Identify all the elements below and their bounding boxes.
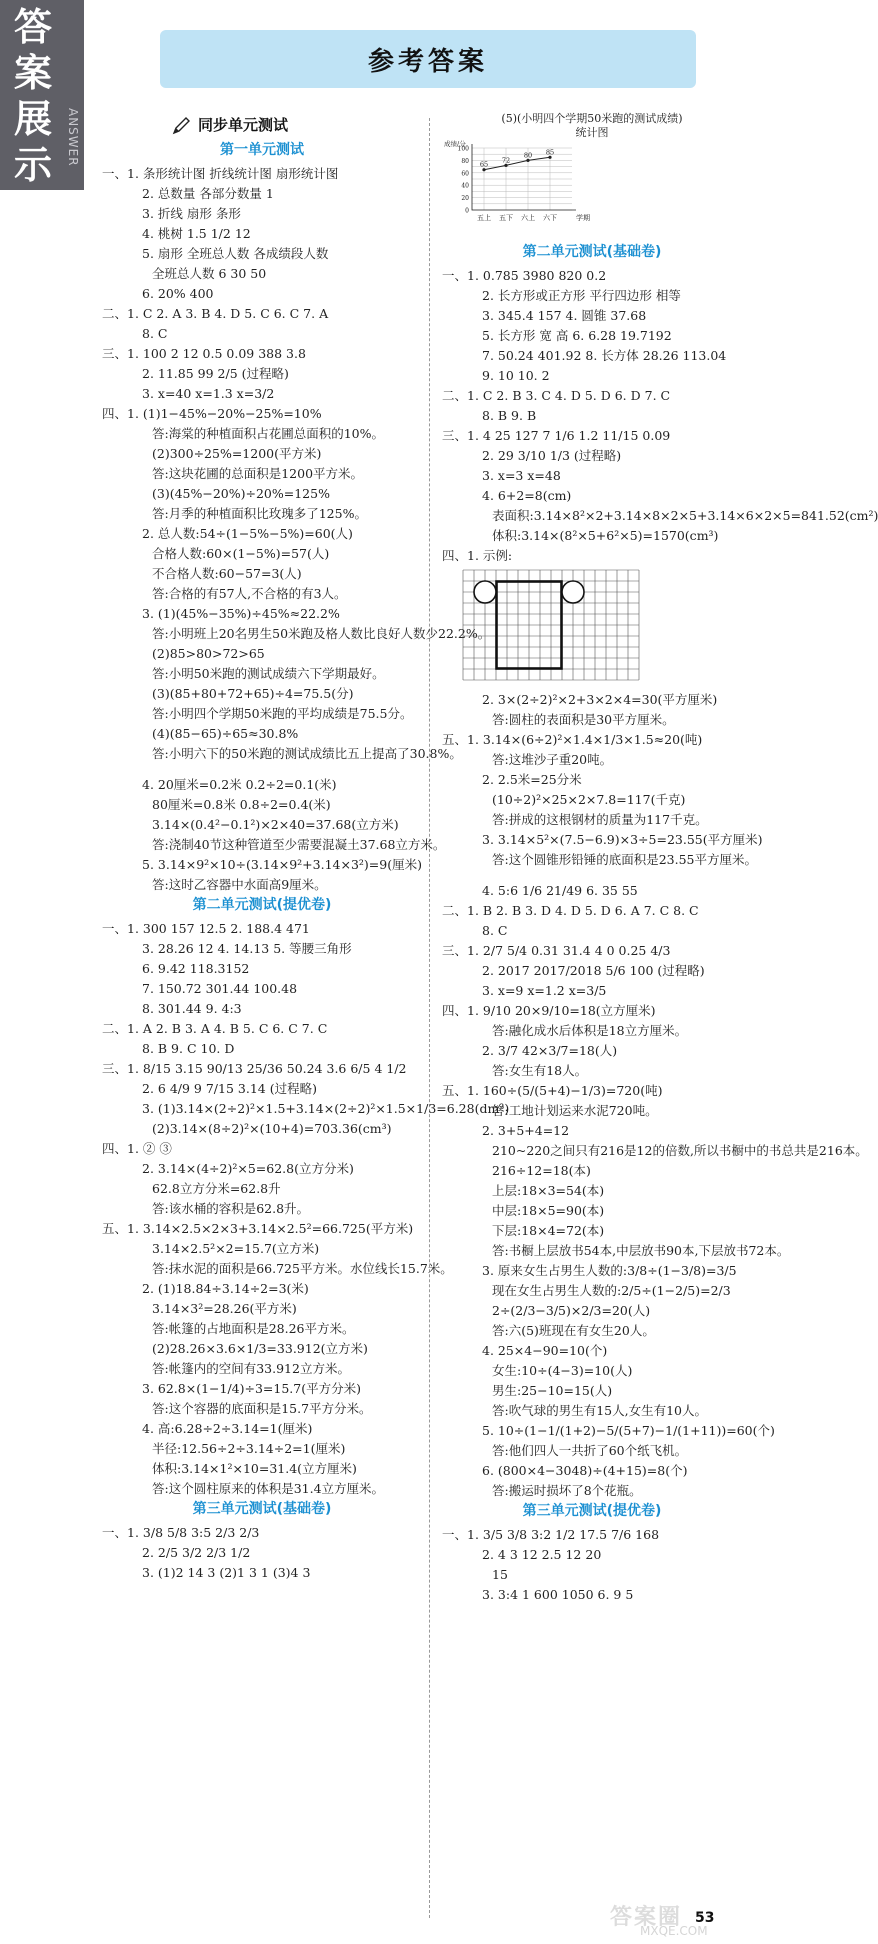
y-tick-label: 40: [461, 182, 469, 190]
answer-line: 8. C: [482, 923, 508, 938]
answer-line: 半径:12.56÷2÷3.14÷2=1(厘米): [152, 1441, 346, 1456]
x-tick-label: 六上: [521, 214, 535, 222]
sidebar-char: 展: [13, 97, 52, 141]
answer-line: 2. 总人数:54÷(1−5%−5%)=60(人): [142, 526, 353, 541]
answer-line: (2)3.14×(8÷2)²×(10+4)=703.36(cm³): [152, 1121, 392, 1136]
answer-line: 8. B 9. B: [482, 408, 537, 423]
answer-line: 4. 桃树 1.5 1/2 12: [142, 226, 251, 241]
answer-line: 女生:10÷(4−3)=10(人): [492, 1363, 633, 1378]
answer-line: 3. 3:4 1 600 1050 6. 9 5: [482, 1587, 634, 1602]
section-header-label: 同步单元测试: [198, 116, 289, 134]
answer-line: 2. 29 3/10 1/3 (过程略): [482, 448, 622, 463]
answer-line: 2. 6 4/9 9 7/15 3.14 (过程略): [142, 1081, 317, 1096]
answer-line: 答:海棠的种植面积占花圃总面积的10%。: [152, 426, 384, 441]
answer-line: 8. 301.44 9. 4:3: [142, 1001, 242, 1016]
answer-line: (3)(85+80+72+65)÷4=75.5(分): [152, 686, 354, 701]
answer-line: 6. 20% 400: [142, 286, 214, 301]
answer-line: 15: [492, 1567, 508, 1582]
answer-line: 答:吹气球的男生有15人,女生有10人。: [492, 1403, 707, 1418]
answer-line: 3. (1)3.14×(2÷2)²×1.5+3.14×(2÷2)²×1.5×1/3=6.28(dm³): [142, 1101, 510, 1116]
answer-line: 现在女生占男生人数的:2/5÷(1−2/5)=2/3: [492, 1283, 731, 1298]
answer-line: 四、1. (1)1−45%−20%−25%=10%: [102, 406, 322, 421]
answer-line: 答:小明50米跑的测试成绩六下学期最好。: [152, 666, 385, 681]
answer-line: 8. B 9. C 10. D: [142, 1041, 235, 1056]
chart-caption: (5)(小明四个学期50米跑的测试成绩): [501, 112, 683, 125]
answer-line: 体积:3.14×1²×10=31.4(立方厘米): [152, 1461, 357, 1476]
answer-line: 上层:18×3=54(本): [492, 1183, 605, 1198]
answer-line: 216÷12=18(本): [492, 1163, 591, 1178]
answer-line: 不合格人数:60−57=3(人): [152, 566, 302, 581]
answer-line: 3. x=40 x=1.3 x=3/2: [142, 386, 275, 401]
answer-line: (2)28.26×3.6×1/3=33.912(立方米): [152, 1341, 368, 1356]
answer-line: 答:这块花圃的总面积是1200平方米。: [152, 466, 364, 481]
pencil-icon: [172, 117, 192, 135]
answer-line: 5. 10÷(1−1/(1+2)−5/(5+7)−1/(1+11))=60(个): [482, 1423, 775, 1438]
answer-line: 2. 3+5+4=12: [482, 1123, 570, 1138]
unit-test-title: 第二单元测试(提优卷): [192, 897, 332, 913]
answer-line: 4. 20厘米=0.2米 0.2÷2=0.1(米): [142, 777, 337, 792]
answer-line: 二、1. C 2. B 3. C 4. D 5. D 6. D 7. C: [442, 388, 671, 403]
data-label: 85: [545, 148, 555, 157]
y-tick-label: 20: [461, 195, 469, 203]
answer-line: 6. (800×4−3048)÷(4+15)=8(个): [482, 1463, 688, 1478]
page-banner-title: 参考答案: [160, 30, 696, 88]
answer-line: 6. 9.42 118.3152: [142, 961, 250, 976]
answer-line: 答:书橱上层放书54本,中层放书90本,下层放书72本。: [492, 1243, 790, 1258]
chart-title: 统计图: [575, 126, 609, 139]
answer-line: 80厘米=0.8米 0.8÷2=0.4(米): [152, 797, 331, 812]
sidebar-char: 答: [13, 5, 52, 49]
data-label: 65: [479, 160, 489, 169]
cylinder-net-grid: [462, 569, 742, 686]
answer-line: 3. 折线 扇形 条形: [142, 206, 241, 221]
answer-line: 五、1. 160÷(5/(5+4)−1/3)=720(吨): [442, 1083, 663, 1098]
watermark-logo: 答案圈: [610, 1905, 683, 1930]
answer-line: 中层:18×5=90(本): [492, 1203, 605, 1218]
answer-line: 五、1. 3.14×2.5×2×3+3.14×2.5²=66.725(平方米): [102, 1221, 414, 1236]
answer-line: (3)(45%−20%)÷20%=125%: [152, 486, 330, 501]
answer-line: 2. 3/7 42×3/7=18(人): [482, 1043, 618, 1058]
answer-line: 男生:25−10=15(人): [492, 1383, 613, 1398]
answer-line: 五、1. 3.14×(6÷2)²×1.4×1/3×1.5≈20(吨): [442, 732, 703, 747]
answer-line: 3.14×2.5²×2=15.7(立方米): [152, 1241, 320, 1256]
answer-line: 答:帐篷的占地面积是28.26平方米。: [152, 1321, 355, 1336]
answer-line: 210~220之间只有216是12的倍数,所以书橱中的书总共是216本。: [492, 1143, 868, 1158]
column-divider: [429, 118, 430, 1918]
x-tick-label: 六下: [543, 214, 557, 222]
answer-line: 2. 3.14×(4÷2)²×5=62.8(立方分米): [142, 1161, 354, 1176]
answer-line: 3. 原来女生占男生人数的:3/8÷(1−3/8)=3/5: [482, 1263, 737, 1278]
answer-line: 体积:3.14×(8²×5+6²×5)=1570(cm³): [492, 528, 719, 543]
answer-line: 答:搬运时损坏了8个花瓶。: [492, 1483, 642, 1498]
y-tick-label: 60: [461, 170, 469, 178]
answer-line: 一、1. 300 157 12.5 2. 188.4 471: [102, 921, 310, 936]
answer-line: 3. x=3 x=48: [482, 468, 561, 483]
answer-line: 5. 扇形 全班总人数 各成绩段人数: [142, 246, 329, 261]
answer-line: 合格人数:60×(1−5%)=57(人): [152, 546, 330, 561]
answer-line: 三、1. 100 2 12 0.5 0.09 388 3.8: [102, 346, 306, 361]
answer-line: 4. 6+2=8(cm): [482, 488, 572, 503]
answer-line: 7. 150.72 301.44 100.48: [142, 981, 298, 996]
answer-line: 2÷(2/3−3/5)×2/3=20(人): [492, 1303, 651, 1318]
answer-line: 答:小明六下的50米跑的测试成绩比五上提高了30.8%。: [152, 746, 462, 761]
answer-line: 答:六(5)班现在有女生20人。: [492, 1323, 655, 1338]
line-chart: [442, 112, 742, 237]
answer-line: 四、1. ② ③: [102, 1141, 172, 1156]
answer-sidebar-tab: [0, 0, 84, 190]
answer-line: 62.8立方分米=62.8升: [152, 1181, 281, 1196]
answer-line: 答:这时乙容器中水面高9厘米。: [152, 877, 327, 892]
answer-line: 答:圆柱的表面积是30平方厘米。: [492, 712, 675, 727]
data-label: 72: [501, 156, 511, 165]
answer-line: 一、1. 0.785 3980 820 0.2: [442, 268, 607, 283]
answer-line: 答:拼成的这根钢材的质量为117千克。: [492, 812, 708, 827]
answer-line: 一、1. 3/5 3/8 3:2 1/2 17.5 7/6 168: [442, 1527, 660, 1542]
y-axis-label: 成绩/分: [444, 140, 466, 148]
answer-line: 2. 11.85 99 2/5 (过程略): [142, 366, 289, 381]
spacer: [102, 764, 422, 774]
x-tick-label: 五下: [499, 214, 513, 222]
answer-line: 四、1. 示例:: [442, 548, 513, 563]
answer-line: 3. (1)2 14 3 (2)1 3 1 (3)4 3: [142, 1565, 311, 1580]
answer-line: 三、1. 8/15 3.15 90/13 25/36 50.24 3.6 6/5 4 1/2: [102, 1061, 407, 1076]
answer-line: 3.14×3²=28.26(平方米): [152, 1301, 297, 1316]
answer-line: 二、1. C 2. A 3. B 4. D 5. C 6. C 7. A: [102, 306, 329, 321]
right-column: [442, 112, 878, 1605]
watermark-url: MXQE.COM: [640, 1924, 708, 1938]
answer-line: 答:小明四个学期50米跑的平均成绩是75.5分。: [152, 706, 413, 721]
answer-line: 答:这堆沙子重20吨。: [492, 752, 613, 767]
answer-line: 答:融化成水后体积是18立方厘米。: [492, 1023, 688, 1038]
answer-line: (2)85>80>72>65: [152, 646, 265, 661]
answer-line: 2. 总数量 各部分数量 1: [142, 186, 274, 201]
x-tick-label: 五上: [477, 214, 491, 222]
answer-line: 8. C: [142, 326, 168, 341]
answer-line: (2)300÷25%=1200(平方米): [152, 446, 322, 461]
answer-line: 二、1. A 2. B 3. A 4. B 5. C 6. C 7. C: [102, 1021, 328, 1036]
unit-test-title: 第三单元测试(提优卷): [522, 1503, 662, 1519]
answer-line: 9. 10 10. 2: [482, 368, 550, 383]
answer-line: 全班总人数 6 30 50: [152, 266, 267, 281]
answer-line: 3. 345.4 157 4. 圆锥 37.68: [482, 308, 647, 323]
answer-line: 一、1. 3/8 5/8 3:5 2/3 2/3: [102, 1525, 260, 1540]
answer-line: 四、1. 9/10 20×9/10=18(立方厘米): [442, 1003, 656, 1018]
answer-line: 三、1. 2/7 5/4 0.31 31.4 4 0 0.25 4/3: [442, 943, 671, 958]
answer-line: 2. 2017 2017/2018 5/6 100 (过程略): [482, 963, 705, 978]
net-circle: [562, 581, 584, 603]
spacer: [442, 870, 742, 880]
answer-line: 3. (1)(45%−35%)÷45%≈22.2%: [142, 606, 340, 621]
answer-line: 2. (1)18.84÷3.14÷2=3(米): [142, 1281, 309, 1296]
net-circle: [474, 581, 496, 603]
answer-line: 答:这个圆柱原来的体积是31.4立方厘米。: [152, 1481, 385, 1496]
answer-line: 答:小明班上20名男生50米跑及格人数比良好人数少22.2%。: [152, 626, 491, 641]
answer-line: 2. 2/5 3/2 2/3 1/2: [142, 1545, 251, 1560]
answer-line: 4. 25×4−90=10(个): [482, 1343, 608, 1358]
answer-line: 答:月季的种植面积比玫瑰多了125%。: [152, 506, 367, 521]
unit-test-title: 第二单元测试(基础卷): [522, 244, 662, 260]
section-header: [172, 116, 422, 135]
answer-line: 答:抹水泥的面积是66.725平方米。水位线长15.7米。: [152, 1261, 453, 1276]
answer-line: 4. 高:6.28÷2÷3.14=1(厘米): [142, 1421, 313, 1436]
x-axis-label: 学期: [576, 214, 590, 222]
answer-line: 答:这个容器的底面积是15.7平方分米。: [152, 1401, 372, 1416]
answer-line: 答:帐篷内的空间有33.912立方米。: [152, 1361, 350, 1376]
answer-line: 2. 4 3 12 2.5 12 20: [482, 1547, 602, 1562]
answer-line: 2. 3×(2÷2)²×2+3×2×4=30(平方厘米): [482, 692, 718, 707]
page-number: 53: [695, 1910, 715, 1926]
y-tick-label: 80: [461, 157, 469, 165]
answer-line: 下层:18×4=72(本): [492, 1223, 605, 1238]
unit-test-title: 第一单元测试: [220, 142, 304, 158]
answer-line: 3.14×(0.4²−0.1²)×2×40=37.68(立方米): [152, 817, 399, 832]
answer-line: 3. x=9 x=1.2 x=3/5: [482, 983, 607, 998]
answer-line: 三、1. 4 25 127 7 1/6 1.2 11/15 0.09: [442, 428, 671, 443]
answer-line: 表面积:3.14×8²×2+3.14×8×2×5+3.14×6×2×5=841.52(cm²): [492, 508, 878, 523]
answer-line: (10÷2)²×25×2×7.8=117(千克): [492, 792, 686, 807]
answer-line: 3. 62.8×(1−1/4)÷3=15.7(平方分米): [142, 1381, 361, 1396]
answer-line: 一、1. 条形统计图 折线统计图 扇形统计图: [102, 166, 339, 181]
answer-line: 答:工地计划运来水泥720吨。: [492, 1103, 658, 1118]
sidebar-char: 示: [13, 143, 52, 187]
answer-line: 答:该水桶的容积是62.8升。: [152, 1201, 310, 1216]
chart-svg: [442, 140, 602, 232]
answer-line: 答:他们四人一共折了60个纸飞机。: [492, 1443, 688, 1458]
answer-line: 7. 50.24 401.92 8. 长方体 28.26 113.04: [482, 348, 727, 363]
answer-line: 5. 3.14×9²×10÷(3.14×9²+3.14×3²)=9(厘米): [142, 857, 422, 872]
series-line: [484, 157, 550, 169]
answer-line: 5. 长方形 宽 高 6. 6.28 19.7192: [482, 328, 672, 343]
answer-line: 答:合格的有57人,不合格的有3人。: [152, 586, 347, 601]
answer-line: 答:这个圆锥形铅锤的底面积是23.55平方厘米。: [492, 852, 757, 867]
y-tick-label: 0: [465, 207, 469, 215]
unit-test-title: 第三单元测试(基础卷): [192, 1501, 332, 1517]
answer-line: (4)(85−65)÷65≈30.8%: [152, 726, 299, 741]
data-label: 80: [523, 151, 533, 160]
sidebar-english-label: ANSWER: [66, 108, 80, 167]
answer-line: 2. 2.5米=25分米: [482, 772, 582, 787]
answer-line: 3. 28.26 12 4. 14.13 5. 等腰三角形: [142, 941, 352, 956]
answer-line: 答:浇制40节这种管道至少需要混凝土37.68立方米。: [152, 837, 446, 852]
answer-line: 答:女生有18人。: [492, 1063, 588, 1078]
y-tick-label: 100: [457, 145, 469, 153]
answer-line: 4. 5:6 1/6 21/49 6. 35 55: [482, 883, 638, 898]
answer-line: 2. 长方形或正方形 平行四边形 相等: [482, 288, 681, 303]
answer-line: 二、1. B 2. B 3. D 4. D 5. D 6. A 7. C 8. C: [442, 903, 699, 918]
answer-line: 3. 3.14×5²×(7.5−6.9)×3÷5=23.55(平方厘米): [482, 832, 763, 847]
sidebar-char: 案: [13, 51, 52, 95]
